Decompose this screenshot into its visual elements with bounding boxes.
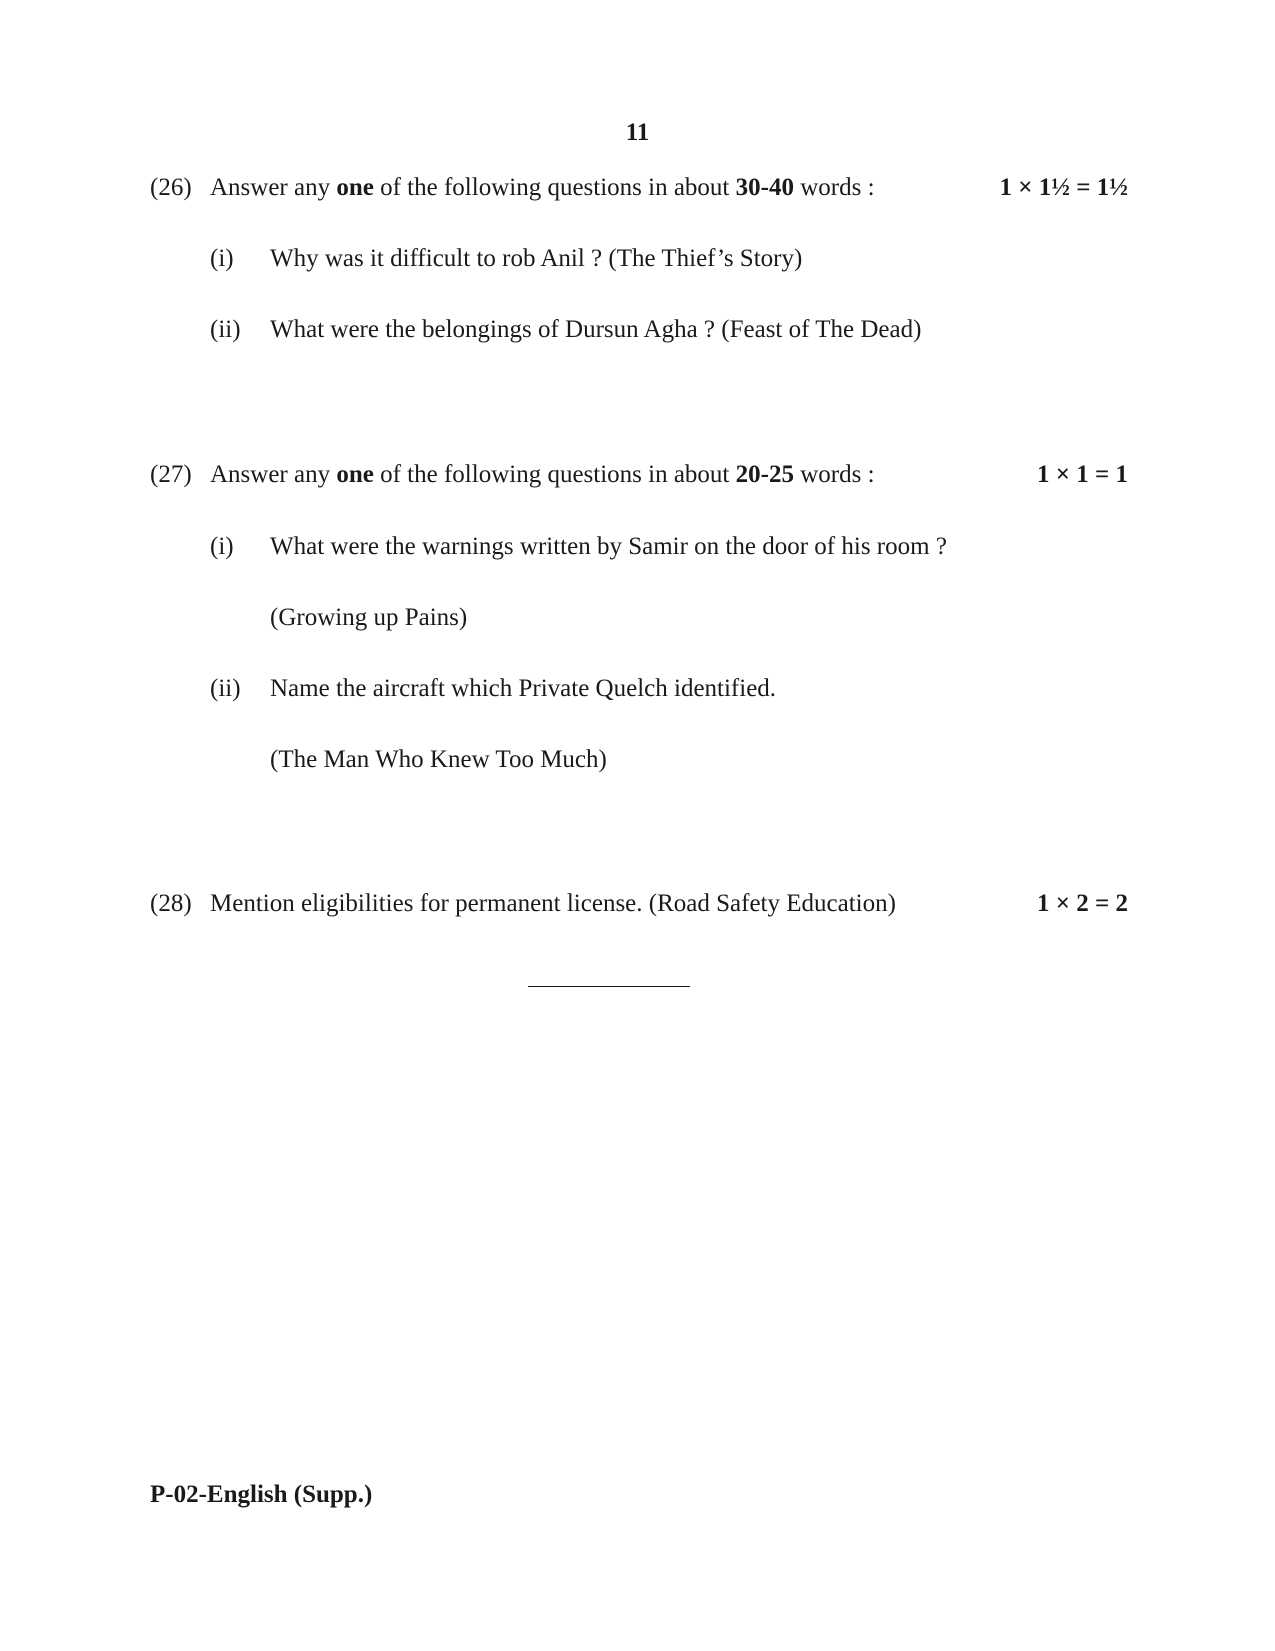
subquestion-number: (i) bbox=[210, 533, 234, 560]
subquestion-text: Why was it difficult to rob Anil ? (The Thief’s Story) bbox=[270, 245, 803, 272]
footer-paper-code: P-02-English (Supp.) bbox=[150, 1481, 373, 1508]
subquestion-text: Name the aircraft which Private Quelch identified. bbox=[270, 675, 777, 702]
question-prompt: Mention eligibilities for permanent license. (Road Safety Education) bbox=[210, 890, 896, 917]
subquestion-text: What were the warnings written by Samir on the door of his room ? bbox=[270, 533, 947, 560]
subquestion-number: (i) bbox=[210, 245, 234, 272]
subquestion-source: (Growing up Pains) bbox=[270, 604, 468, 631]
subquestion-text: What were the belongings of Dursun Agha ? (Feast of The Dead) bbox=[270, 316, 922, 343]
subquestion-number: (ii) bbox=[210, 675, 241, 702]
question-number: (28) bbox=[150, 890, 192, 917]
subquestion-source: (The Man Who Knew Too Much) bbox=[270, 746, 607, 773]
question-prompt: Answer any one of the following questions in about 20-25 words : bbox=[210, 461, 875, 488]
marks-allocation: 1 × 1 = 1 bbox=[1037, 461, 1128, 488]
question-number: (27) bbox=[150, 461, 192, 488]
marks-allocation: 1 × 1½ = 1½ bbox=[999, 174, 1128, 201]
end-of-section-rule bbox=[528, 986, 690, 987]
question-prompt: Answer any one of the following questions in about 30-40 words : bbox=[210, 174, 875, 201]
marks-allocation: 1 × 2 = 2 bbox=[1037, 890, 1128, 917]
question-number: (26) bbox=[150, 174, 192, 201]
subquestion-number: (ii) bbox=[210, 316, 241, 343]
page-number: 11 bbox=[625, 119, 650, 146]
